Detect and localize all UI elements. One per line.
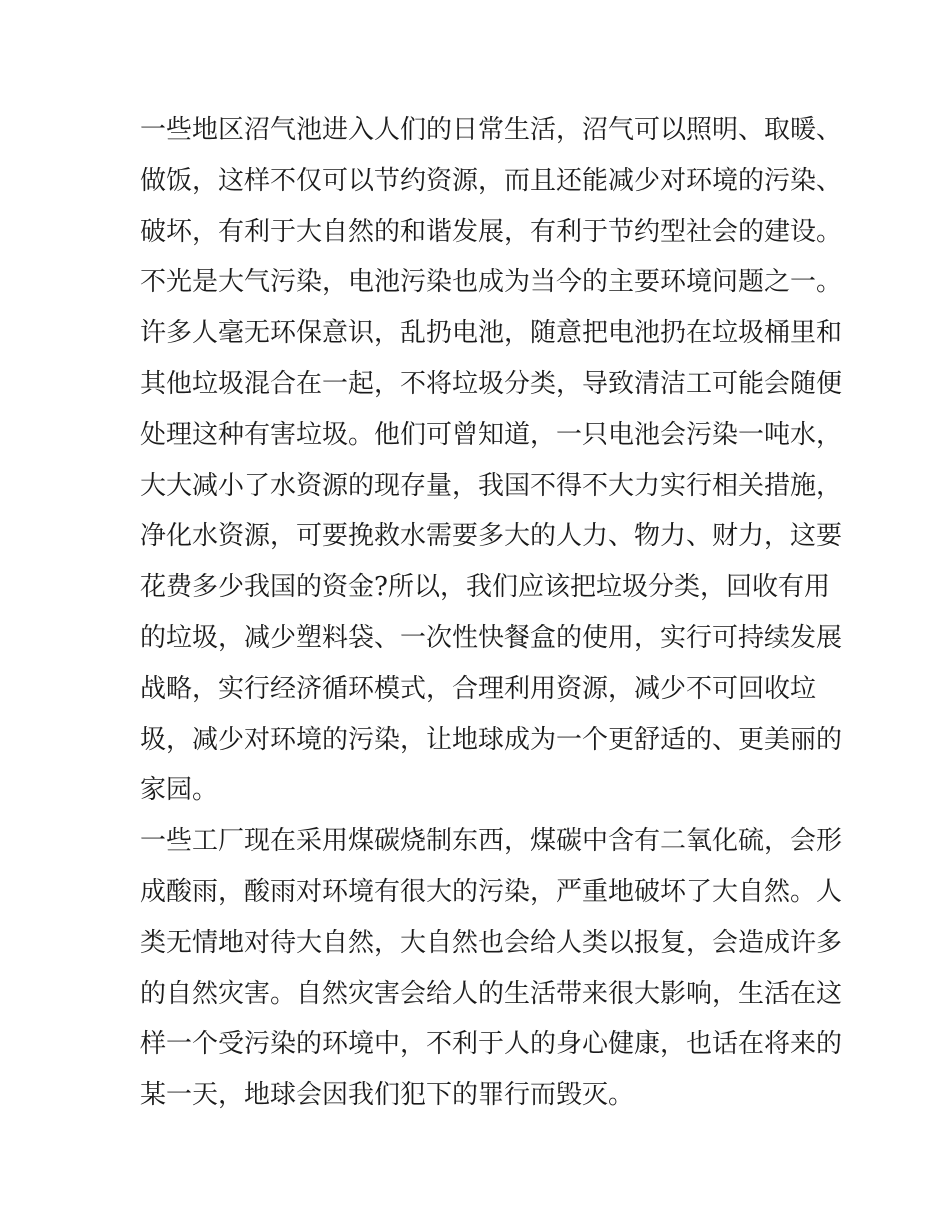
- text-line: 破坏，有利于大自然的和谐发展，有利于节约型社会的建设。: [140, 216, 843, 247]
- essay-text: [140, 105, 843, 1121]
- text-line: 净化水资源，可要挽救水需要多大的人力、物力、财力，这要: [140, 521, 843, 552]
- text-line: 处理这种有害垃圾。他们可曾知道，一只电池会污染一吨水，: [140, 419, 843, 450]
- text-line: 圾，减少对环境的污染，让地球成为一个更舒适的、更美丽的: [140, 724, 843, 755]
- text-line: 花费多少我国的资金?所以，我们应该把垃圾分类，回收有用: [140, 572, 830, 603]
- text-line: 成酸雨，酸雨对环境有很大的污染，严重地破坏了大自然。人: [140, 876, 843, 907]
- text-line: 家园。: [140, 775, 219, 806]
- text-line: 一些地区沼气池进入人们的日常生活，沼气可以照明、取暖、: [140, 115, 843, 145]
- text-line: 样一个受污染的环境中，不利于人的身心健康，也话在将来的: [140, 1029, 843, 1060]
- text-line: 一些工厂现在采用煤碳烧制东西，煤碳中含有二氧化硫，会形: [140, 826, 843, 857]
- text-line: 其他垃圾混合在一起，不将垃圾分类，导致清洁工可能会随便: [140, 368, 843, 399]
- text-line: 大大减小了水资源的现存量，我国不得不大力实行相关措施，: [140, 470, 843, 501]
- text-line: 不光是大气污染，电池污染也成为当今的主要环境问题之一。: [140, 267, 843, 298]
- text-line: 某一天，地球会因我们犯下的罪行而毁灭。: [140, 1080, 635, 1111]
- text-line: 的垃圾，减少塑料袋、一次性快餐盒的使用，实行可持续发展: [140, 622, 843, 653]
- text-line: 类无情地对待大自然，大自然也会给人类以报复，会造成许多: [140, 927, 843, 958]
- text-line: 战略，实行经济循环模式，合理利用资源，减少不可回收垃: [140, 673, 817, 704]
- text-line: 做饭，这样不仅可以节约资源，而且还能减少对环境的污染、: [140, 165, 843, 196]
- text-line: 许多人毫无环保意识，乱扔电池，随意把电池扔在垃圾桶里和: [140, 318, 843, 349]
- text-line: 的自然灾害。自然灾害会给人的生活带来很大影响，生活在这: [140, 978, 843, 1009]
